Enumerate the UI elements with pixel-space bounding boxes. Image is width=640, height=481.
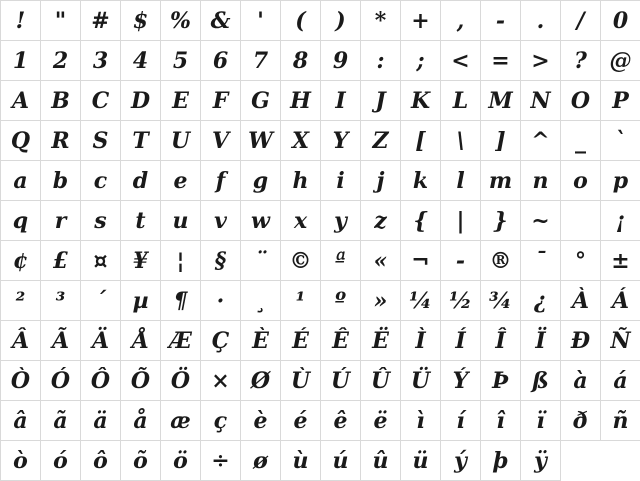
glyph-cell[interactable]: B	[41, 81, 81, 121]
glyph-cell[interactable]: Ò	[1, 361, 41, 401]
glyph-cell[interactable]: ý	[441, 441, 481, 481]
glyph-cell[interactable]: À	[561, 281, 601, 321]
glyph-cell[interactable]: ò	[1, 441, 41, 481]
glyph-cell[interactable]: ñ	[601, 401, 640, 441]
glyph-cell[interactable]: h	[281, 161, 321, 201]
glyph-cell[interactable]: °	[561, 241, 601, 281]
glyph-cell[interactable]	[561, 201, 601, 241]
glyph-cell[interactable]: l	[441, 161, 481, 201]
glyph-cell[interactable]: G	[241, 81, 281, 121]
glyph-cell[interactable]: >	[521, 41, 561, 81]
glyph-cell[interactable]: o	[561, 161, 601, 201]
glyph-cell[interactable]: F	[201, 81, 241, 121]
glyph-cell[interactable]: r	[41, 201, 81, 241]
glyph-cell[interactable]: z	[361, 201, 401, 241]
glyph-cell[interactable]: Ø	[241, 361, 281, 401]
glyph-cell[interactable]: õ	[121, 441, 161, 481]
glyph-cell[interactable]: ¾	[481, 281, 521, 321]
glyph-cell[interactable]: ^	[521, 121, 561, 161]
glyph-cell[interactable]: ö	[161, 441, 201, 481]
glyph-cell[interactable]: É	[281, 321, 321, 361]
glyph-cell[interactable]: j	[361, 161, 401, 201]
glyph-cell[interactable]: ¦	[161, 241, 201, 281]
glyph-cell[interactable]: Z	[361, 121, 401, 161]
glyph-cell[interactable]: )	[321, 1, 361, 41]
glyph-cell[interactable]: t	[121, 201, 161, 241]
glyph-cell[interactable]: ]	[481, 121, 521, 161]
glyph-cell[interactable]: (	[281, 1, 321, 41]
glyph-cell[interactable]: 1	[1, 41, 41, 81]
glyph-cell[interactable]: Ñ	[601, 321, 640, 361]
glyph-cell[interactable]: 3	[81, 41, 121, 81]
glyph-cell[interactable]: w	[241, 201, 281, 241]
glyph-cell[interactable]: ¢	[1, 241, 41, 281]
glyph-cell[interactable]: £	[41, 241, 81, 281]
glyph-cell[interactable]: Â	[1, 321, 41, 361]
glyph-cell[interactable]: þ	[481, 441, 521, 481]
glyph-cell[interactable]: Í	[441, 321, 481, 361]
glyph-cell[interactable]: y	[321, 201, 361, 241]
glyph-cell[interactable]: Å	[121, 321, 161, 361]
glyph-cell[interactable]: Ü	[401, 361, 441, 401]
glyph-cell[interactable]: ¸	[241, 281, 281, 321]
glyph-cell[interactable]: -	[481, 1, 521, 41]
glyph-cell[interactable]: C	[81, 81, 121, 121]
glyph-cell[interactable]: é	[281, 401, 321, 441]
glyph-cell[interactable]: :	[361, 41, 401, 81]
glyph-cell[interactable]: W	[241, 121, 281, 161]
glyph-cell[interactable]: Ó	[41, 361, 81, 401]
glyph-cell[interactable]: »	[361, 281, 401, 321]
glyph-cell[interactable]: T	[121, 121, 161, 161]
glyph-cell[interactable]: ã	[41, 401, 81, 441]
glyph-cell[interactable]: =	[481, 41, 521, 81]
glyph-cell[interactable]: `	[601, 121, 640, 161]
glyph-cell[interactable]: X	[281, 121, 321, 161]
glyph-cell[interactable]: ¨	[241, 241, 281, 281]
glyph-cell[interactable]: Ï	[521, 321, 561, 361]
glyph-cell[interactable]: ¥	[121, 241, 161, 281]
glyph-cell[interactable]: +	[401, 1, 441, 41]
glyph-cell[interactable]: á	[601, 361, 640, 401]
glyph-cell[interactable]: Ô	[81, 361, 121, 401]
glyph-cell[interactable]: L	[441, 81, 481, 121]
glyph-cell[interactable]: E	[161, 81, 201, 121]
glyph-cell[interactable]: *	[361, 1, 401, 41]
glyph-cell[interactable]: I	[321, 81, 361, 121]
glyph-cell	[561, 441, 601, 481]
glyph-cell[interactable]: ÷	[201, 441, 241, 481]
glyph-cell[interactable]: Ö	[161, 361, 201, 401]
glyph-cell[interactable]: 4	[121, 41, 161, 81]
glyph-cell[interactable]: M	[481, 81, 521, 121]
glyph-cell[interactable]: D	[121, 81, 161, 121]
glyph-cell[interactable]: ë	[361, 401, 401, 441]
glyph-cell[interactable]: Ë	[361, 321, 401, 361]
glyph-cell[interactable]: í	[441, 401, 481, 441]
glyph-cell[interactable]: ?	[561, 41, 601, 81]
glyph-cell[interactable]: ¤	[81, 241, 121, 281]
glyph-cell[interactable]: Õ	[121, 361, 161, 401]
glyph-cell[interactable]: Y	[321, 121, 361, 161]
glyph-cell[interactable]: §	[201, 241, 241, 281]
glyph-cell[interactable]: %	[161, 1, 201, 41]
glyph-cell[interactable]: ;	[401, 41, 441, 81]
glyph-cell[interactable]: s	[81, 201, 121, 241]
glyph-cell[interactable]: ¼	[401, 281, 441, 321]
glyph-cell[interactable]: ú	[321, 441, 361, 481]
glyph-cell[interactable]: n	[521, 161, 561, 201]
glyph-cell[interactable]: f	[201, 161, 241, 201]
glyph-cell[interactable]: 7	[241, 41, 281, 81]
glyph-cell[interactable]: k	[401, 161, 441, 201]
glyph-cell[interactable]: $	[121, 1, 161, 41]
glyph-cell[interactable]: ,	[441, 1, 481, 41]
glyph-cell[interactable]: Ã	[41, 321, 81, 361]
glyph-cell[interactable]: ¯	[521, 241, 561, 281]
glyph-cell[interactable]: &	[201, 1, 241, 41]
glyph-cell[interactable]: ð	[561, 401, 601, 441]
glyph-cell[interactable]: ô	[81, 441, 121, 481]
glyph-cell[interactable]: â	[1, 401, 41, 441]
glyph-cell[interactable]: \	[441, 121, 481, 161]
glyph-cell[interactable]: ¹	[281, 281, 321, 321]
glyph-cell[interactable]: ½	[441, 281, 481, 321]
glyph-cell[interactable]: ç	[201, 401, 241, 441]
glyph-cell[interactable]: e	[161, 161, 201, 201]
glyph-cell[interactable]: x	[281, 201, 321, 241]
glyph-cell[interactable]: ù	[281, 441, 321, 481]
glyph-cell[interactable]: Ç	[201, 321, 241, 361]
glyph-cell[interactable]: "	[41, 1, 81, 41]
glyph-cell[interactable]: ø	[241, 441, 281, 481]
glyph-cell[interactable]: #	[81, 1, 121, 41]
glyph-cell[interactable]: ±	[601, 241, 640, 281]
glyph-cell[interactable]: ó	[41, 441, 81, 481]
glyph-cell[interactable]: H	[281, 81, 321, 121]
glyph-cell[interactable]: ¡	[601, 201, 640, 241]
glyph-cell[interactable]: i	[321, 161, 361, 201]
glyph-cell[interactable]: a	[1, 161, 41, 201]
glyph-cell[interactable]: p	[601, 161, 640, 201]
glyph-cell[interactable]: |	[441, 201, 481, 241]
glyph-cell[interactable]: 5	[161, 41, 201, 81]
glyph-cell[interactable]: ü	[401, 441, 441, 481]
glyph-cell[interactable]: !	[1, 1, 41, 41]
glyph-cell[interactable]: È	[241, 321, 281, 361]
glyph-cell[interactable]: î	[481, 401, 521, 441]
glyph-cell[interactable]: ¶	[161, 281, 201, 321]
glyph-cell[interactable]: «	[361, 241, 401, 281]
glyph-cell[interactable]: ®	[481, 241, 521, 281]
glyph-cell[interactable]: º	[321, 281, 361, 321]
glyph-cell[interactable]: -	[441, 241, 481, 281]
glyph-cell[interactable]: u	[161, 201, 201, 241]
glyph-cell[interactable]: U	[161, 121, 201, 161]
glyph-cell[interactable]: Þ	[481, 361, 521, 401]
glyph-cell[interactable]: Ú	[321, 361, 361, 401]
glyph-cell[interactable]: ©	[281, 241, 321, 281]
glyph-cell[interactable]: 2	[41, 41, 81, 81]
glyph-cell[interactable]: Ì	[401, 321, 441, 361]
glyph-cell[interactable]: 0	[601, 1, 640, 41]
glyph-cell[interactable]: æ	[161, 401, 201, 441]
glyph-cell[interactable]: ²	[1, 281, 41, 321]
glyph-cell[interactable]: q	[1, 201, 41, 241]
glyph-cell[interactable]: ´	[81, 281, 121, 321]
glyph-cell[interactable]: <	[441, 41, 481, 81]
glyph-cell[interactable]: A	[1, 81, 41, 121]
glyph-cell[interactable]: @	[601, 41, 640, 81]
glyph-cell[interactable]: S	[81, 121, 121, 161]
glyph-cell[interactable]: ß	[521, 361, 561, 401]
glyph-cell[interactable]: Î	[481, 321, 521, 361]
glyph-cell[interactable]: è	[241, 401, 281, 441]
glyph-cell[interactable]: û	[361, 441, 401, 481]
glyph-cell[interactable]: Ý	[441, 361, 481, 401]
glyph-cell[interactable]: d	[121, 161, 161, 201]
glyph-cell[interactable]: [	[401, 121, 441, 161]
glyph-cell[interactable]: ì	[401, 401, 441, 441]
glyph-cell[interactable]: N	[521, 81, 561, 121]
glyph-cell[interactable]: 6	[201, 41, 241, 81]
glyph-cell[interactable]: ª	[321, 241, 361, 281]
glyph-cell[interactable]: å	[121, 401, 161, 441]
glyph-cell[interactable]: v	[201, 201, 241, 241]
glyph-cell[interactable]: /	[561, 1, 601, 41]
glyph-cell[interactable]: Û	[361, 361, 401, 401]
glyph-cell[interactable]: ¬	[401, 241, 441, 281]
glyph-cell[interactable]: m	[481, 161, 521, 201]
glyph-cell[interactable]: Ê	[321, 321, 361, 361]
glyph-cell[interactable]: }	[481, 201, 521, 241]
glyph-cell[interactable]: c	[81, 161, 121, 201]
glyph-cell[interactable]: Æ	[161, 321, 201, 361]
glyph-cell[interactable]: Ð	[561, 321, 601, 361]
glyph-cell[interactable]: ·	[201, 281, 241, 321]
glyph-cell[interactable]: b	[41, 161, 81, 201]
glyph-cell[interactable]: V	[201, 121, 241, 161]
glyph-cell[interactable]: .	[521, 1, 561, 41]
glyph-cell[interactable]: ¿	[521, 281, 561, 321]
glyph-cell[interactable]: ×	[201, 361, 241, 401]
glyph-cell[interactable]: ~	[521, 201, 561, 241]
glyph-cell[interactable]: {	[401, 201, 441, 241]
glyph-cell[interactable]: 8	[281, 41, 321, 81]
glyph-cell[interactable]: Q	[1, 121, 41, 161]
glyph-cell[interactable]: g	[241, 161, 281, 201]
glyph-cell[interactable]: ³	[41, 281, 81, 321]
glyph-cell[interactable]: à	[561, 361, 601, 401]
glyph-cell[interactable]: ä	[81, 401, 121, 441]
glyph-cell[interactable]: R	[41, 121, 81, 161]
glyph-cell[interactable]: ê	[321, 401, 361, 441]
glyph-cell[interactable]: ÿ	[521, 441, 561, 481]
glyph-cell[interactable]: µ	[121, 281, 161, 321]
glyph-cell[interactable]: P	[601, 81, 640, 121]
glyph-cell[interactable]: K	[401, 81, 441, 121]
glyph-cell[interactable]: O	[561, 81, 601, 121]
glyph-cell	[601, 441, 640, 481]
glyph-cell[interactable]: _	[561, 121, 601, 161]
glyph-cell[interactable]: Ä	[81, 321, 121, 361]
glyph-cell[interactable]: Ù	[281, 361, 321, 401]
glyph-cell[interactable]: Á	[601, 281, 640, 321]
glyph-cell[interactable]: ï	[521, 401, 561, 441]
glyph-cell[interactable]: 9	[321, 41, 361, 81]
glyph-cell[interactable]: '	[241, 1, 281, 41]
glyph-cell[interactable]: J	[361, 81, 401, 121]
